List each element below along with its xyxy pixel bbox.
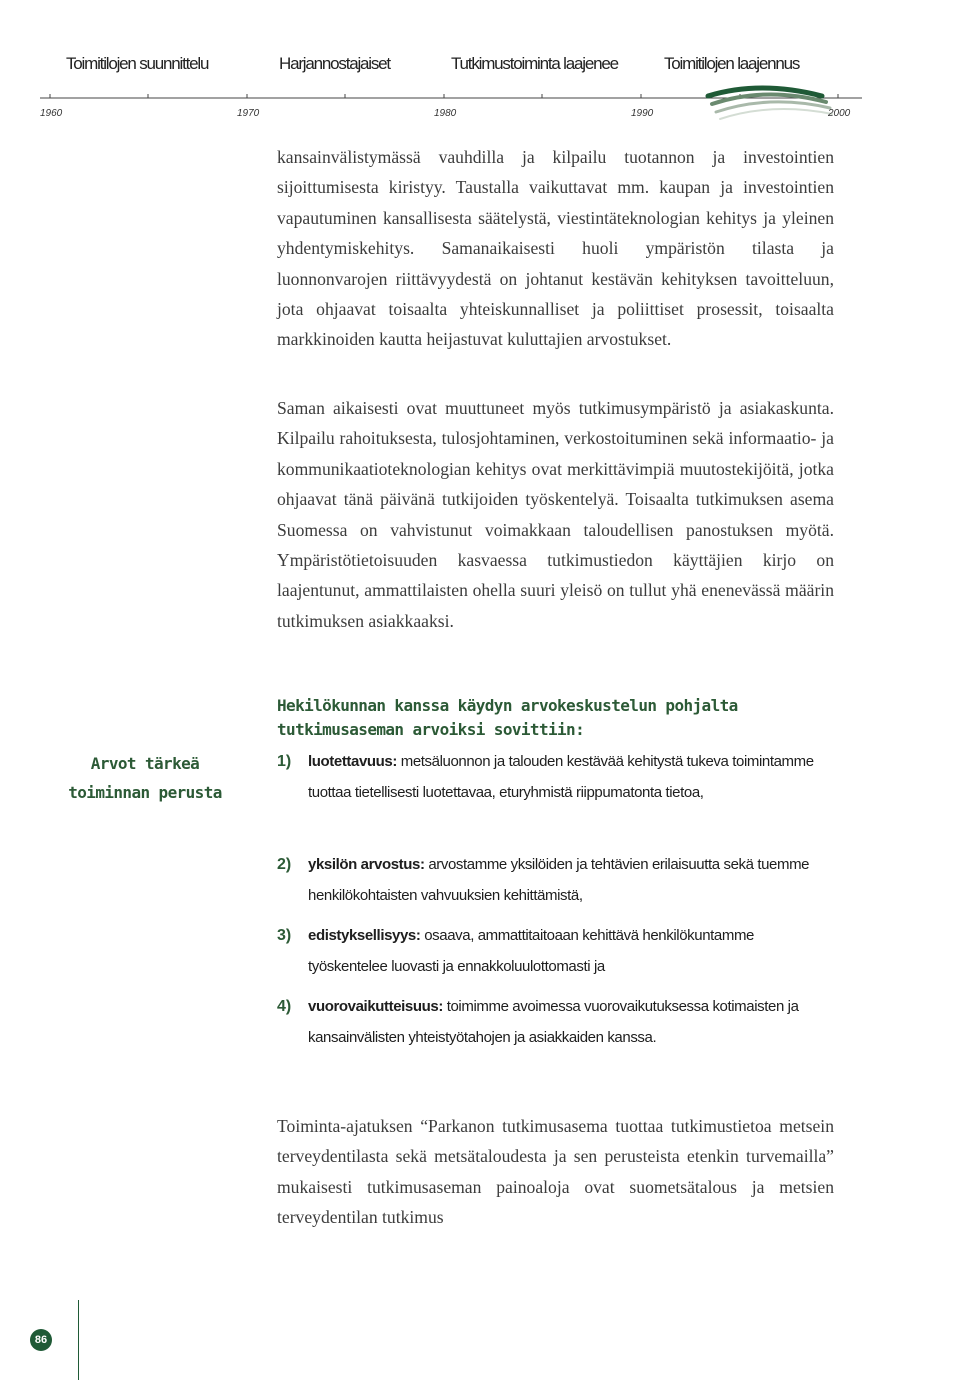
timeline-nav bbox=[0, 54, 960, 80]
value-label: yksilön arvostus: bbox=[308, 856, 425, 873]
body-paragraph-1 bbox=[277, 142, 834, 355]
body-paragraph-3 bbox=[277, 1111, 834, 1233]
values-heading: Hekilökunnan kanssa käydyn arvokeskustelun pohjalta tutkimusaseman arvoiksi sovittiin: bbox=[277, 696, 738, 739]
nav-label-tutkimustoiminta: Tutkimustoiminta laajenee bbox=[451, 54, 618, 73]
value-number: 3) bbox=[277, 927, 292, 944]
timeline-graphic bbox=[0, 82, 960, 132]
value-text: toimimme avoimessa vuorovaikutuksessa kotimaisten ja kansainvälisten yhteistyötahojen ja asiakkaiden kanssa. bbox=[308, 998, 799, 1046]
value-item-2 bbox=[277, 850, 837, 911]
paragraph-text: Toiminta-ajatuksen “Parkanon tutkimusasema tuottaa tutkimustietoa metsein terveydentilasta sekä metsätaloudesta ja sen perusteista etenkin turvemailla” mukaisesti tutkimusaseman painoaloja ovat suometsätalous ja metsien terveydentilan tutkimus bbox=[277, 1116, 834, 1228]
paragraph-text: Saman aikaisesti ovat muuttuneet myös tutkimusympäristö ja asiakaskunta. Kilpailu rahoituksesta, tulosjohtaminen, verkostoituminen sekä informaatio- ja kommunikaatioteknologian kehitys ovat merkittävimpiä muutostekijöitä, jotka ohjaavat tänä päivänä tutkijoiden työskentelyä. Toisaalta tutkimuksen asema Suomessa on vahvistunut voimakkaan taloudellisen panostuksen myötä. Ympäristötietoisuuden kasvaessa tutkimustiedon käyttäjien kirjo on laajentunut, ammattilaisten ohella suuri yleisö on tullut yhä enenevässä määrin tutkimuksen asiakkaaksi. bbox=[277, 398, 834, 631]
side-heading bbox=[40, 749, 250, 807]
value-label: luotettavuus: bbox=[308, 753, 397, 770]
body-paragraph-2 bbox=[277, 393, 834, 636]
value-text: metsäluonnon ja talouden kestävää kehitystä tukeva toimintamme tuottaa tietellisesti luotettavaa, eturyhmistä riippumatonta tietoa, bbox=[308, 753, 814, 801]
year-1980: 1980 bbox=[434, 108, 457, 119]
value-item-4 bbox=[277, 992, 837, 1053]
year-1960: 1960 bbox=[40, 108, 63, 119]
value-label: vuorovaikutteisuus: bbox=[308, 998, 443, 1015]
swoosh-logo-graphic bbox=[708, 88, 832, 119]
value-label: edistyksellisyys: bbox=[308, 927, 421, 944]
year-2000: 2000 bbox=[828, 108, 851, 119]
nav-label-toimitilojen-suunnittelu: Toimitilojen suunnittelu bbox=[66, 54, 209, 73]
year-1970: 1970 bbox=[237, 108, 260, 119]
footer-divider-line bbox=[78, 1300, 79, 1380]
value-number: 4) bbox=[277, 998, 292, 1015]
value-number: 1) bbox=[277, 753, 292, 770]
side-heading-line-1: Arvot tärkeä bbox=[90, 754, 200, 773]
side-heading-line-2: toiminnan perusta bbox=[68, 783, 222, 802]
value-number: 2) bbox=[277, 856, 292, 873]
nav-label-harjannostajaiset: Harjannostajaiset bbox=[279, 54, 390, 73]
paragraph-text: kansainvälistymässä vauhdilla ja kilpailu tuotannon ja investointien sijoittumisesta kiristyy. Taustalla vaikuttavat mm. kaupan ja investointien vapautuminen kansallisesta säätelystä, viestintäteknologian kehitys ja yleinen yhdentymiskehitys. Samanaikaisesti huoli ympäristön tilasta ja luonnonvarojen riittävyydestä on johtanut kestävän kehityksen tavoitteluun, jota ohjaavat toisaalta yhteiskunnalliset ja poliittiset prosessit, toisaalta markkinoiden kautta heijastuvat kuluttajien arvostukset. bbox=[277, 147, 834, 350]
value-text: osaava, ammattitaitoaan kehittävä henkilökuntamme työskentelee luovasti ja ennakkoluulottomasti ja bbox=[308, 927, 754, 975]
year-1990: 1990 bbox=[631, 108, 654, 119]
nav-label-toimitilojen-laajennus: Toimitilojen laajennus bbox=[664, 54, 800, 73]
value-item-1 bbox=[277, 747, 837, 808]
value-item-3 bbox=[277, 921, 837, 982]
page-number-badge: 86 bbox=[30, 1329, 52, 1351]
value-text: arvostamme yksilöiden ja tehtävien erilaisuutta sekä tuemme henkilökohtaisten vahvuuksien kehittämistä, bbox=[308, 856, 810, 904]
